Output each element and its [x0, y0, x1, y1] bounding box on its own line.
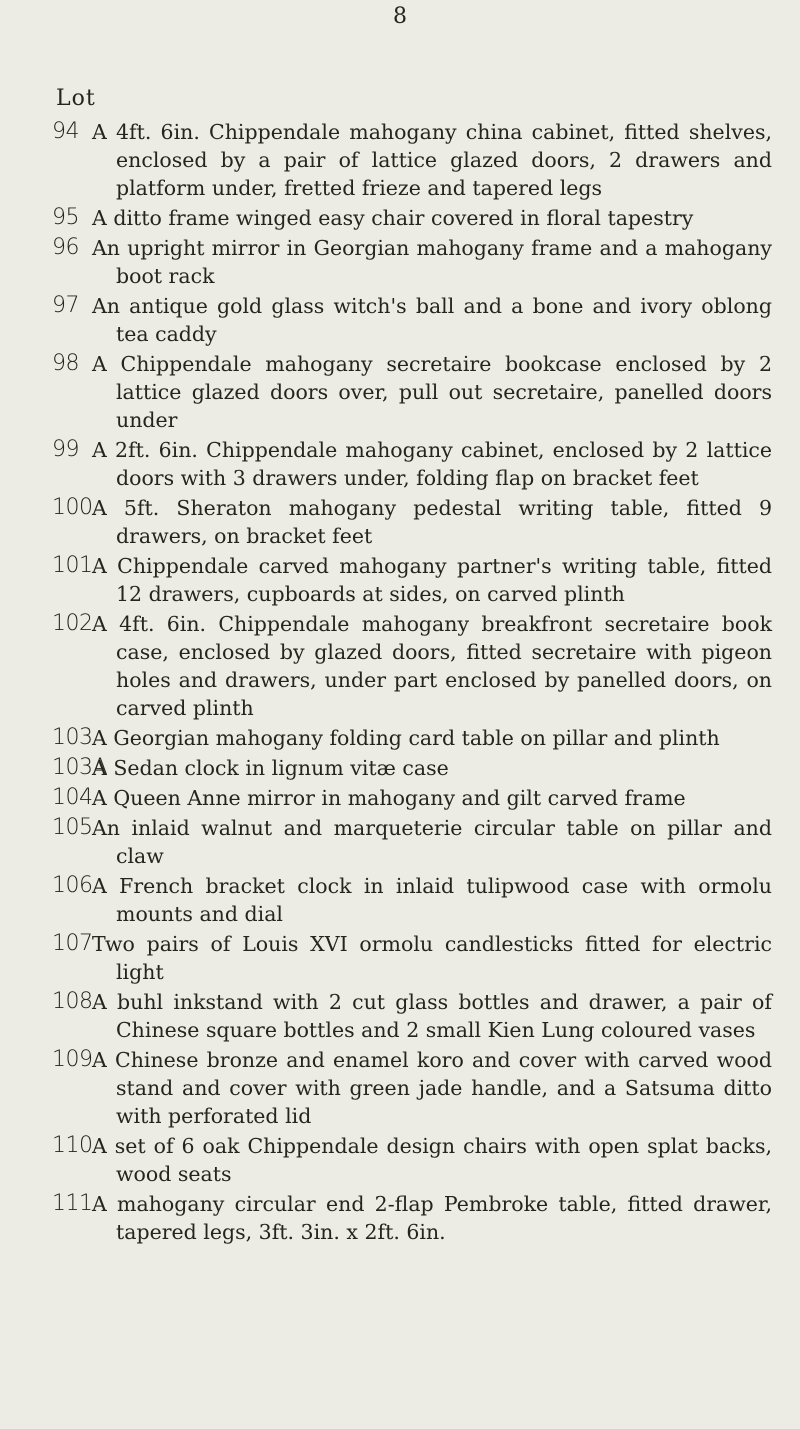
lot-number: 99: [52, 437, 79, 462]
lot-description: Two pairs of Louis XVI ormolu candlesticks fitted for electric light: [92, 932, 772, 984]
lot-entry: [0, 118, 800, 202]
lot-entry: [0, 494, 800, 550]
lot-description: A Chinese bronze and enamel koro and cover with carved wood stand and cover with green jade handle, and a Satsuma ditto with perforated lid: [92, 1048, 772, 1128]
lot-number: 94: [52, 119, 79, 144]
lot-number: 108: [52, 989, 93, 1014]
lot-number: 102: [52, 611, 93, 636]
lot-description: A set of 6 oak Chippendale design chairs with open splat backs, wood seats: [92, 1134, 772, 1186]
lot-number: 105: [52, 815, 93, 840]
lot-description: A ditto frame winged easy chair covered in floral tapestry: [92, 206, 694, 230]
lot-entry: [0, 784, 800, 812]
lot-entry: [0, 814, 800, 870]
lot-number: 96: [52, 235, 79, 260]
lot-entry: [0, 754, 800, 782]
lot-number: 109: [52, 1047, 93, 1072]
lot-entry: [0, 724, 800, 752]
lot-description: A Queen Anne mirror in mahogany and gilt carved frame: [92, 786, 686, 810]
lot-list: [0, 118, 800, 1248]
lot-entry: [0, 234, 800, 290]
lot-description: A 5ft. Sheraton mahogany pedestal writing table, fitted 9 drawers, on bracket feet: [92, 496, 772, 548]
lot-number: 106: [52, 873, 93, 898]
lot-column-header: Lot: [56, 86, 96, 111]
lot-description: A Georgian mahogany folding card table on pillar and plinth: [92, 726, 720, 750]
lot-description: A Sedan clock in lignum vitæ case: [92, 756, 449, 780]
lot-description: A French bracket clock in inlaid tulipwood case with ormolu mounts and dial: [92, 874, 772, 926]
lot-number: 107: [52, 931, 93, 956]
lot-number: 110: [52, 1133, 93, 1158]
lot-entry: [0, 204, 800, 232]
lot-entry: [0, 350, 800, 434]
lot-number: 103A: [52, 755, 108, 780]
lot-description: An antique gold glass witch's ball and a bone and ivory oblong tea caddy: [92, 294, 772, 346]
lot-entry: [0, 610, 800, 722]
lot-number: 97: [52, 293, 79, 318]
lot-description: A mahogany circular end 2-flap Pembroke table, fitted drawer, tapered legs, 3ft. 3in. x 2ft. 6in.: [92, 1192, 772, 1244]
lot-entry: [0, 872, 800, 928]
lot-description: A 2ft. 6in. Chippendale mahogany cabinet, enclosed by 2 lattice doors with 3 drawers under, folding flap on bracket feet: [92, 438, 772, 490]
lot-description: A buhl inkstand with 2 cut glass bottles and drawer, a pair of Chinese square bottles and 2 small Kien Lung coloured vases: [92, 990, 772, 1042]
lot-number: 95: [52, 205, 79, 230]
lot-description: A 4ft. 6in. Chippendale mahogany china cabinet, fitted shelves, enclosed by a pair of lattice glazed doors, 2 drawers and platform under, fretted frieze and tapered legs: [92, 120, 772, 200]
page-number: 8: [393, 4, 407, 29]
lot-description: A 4ft. 6in. Chippendale mahogany breakfront secretaire book case, enclosed by glazed doors, fitted secretaire with pigeon holes and drawers, under part enclosed by panelled doors, on carved plinth: [92, 612, 772, 720]
lot-number: 100: [52, 495, 93, 520]
lot-entry: [0, 436, 800, 492]
lot-description: A Chippendale carved mahogany partner's writing table, fitted 12 drawers, cupboards at sides, on carved plinth: [92, 554, 772, 606]
lot-description: An inlaid walnut and marqueterie circular table on pillar and claw: [92, 816, 772, 868]
lot-description: An upright mirror in Georgian mahogany frame and a mahogany boot rack: [92, 236, 772, 288]
lot-description: A Chippendale mahogany secretaire bookcase enclosed by 2 lattice glazed doors over, pull out secretaire, panelled doors under: [92, 352, 772, 432]
lot-entry: [0, 552, 800, 608]
lot-entry: [0, 930, 800, 986]
lot-number: 103: [52, 725, 93, 750]
lot-entry: [0, 988, 800, 1044]
lot-number: 101: [52, 553, 93, 578]
lot-number: 98: [52, 351, 79, 376]
lot-number: 104: [52, 785, 93, 810]
lot-entry: [0, 1046, 800, 1130]
lot-number: 111: [52, 1191, 93, 1216]
lot-entry: [0, 292, 800, 348]
lot-entry: [0, 1132, 800, 1188]
lot-entry: [0, 1190, 800, 1246]
